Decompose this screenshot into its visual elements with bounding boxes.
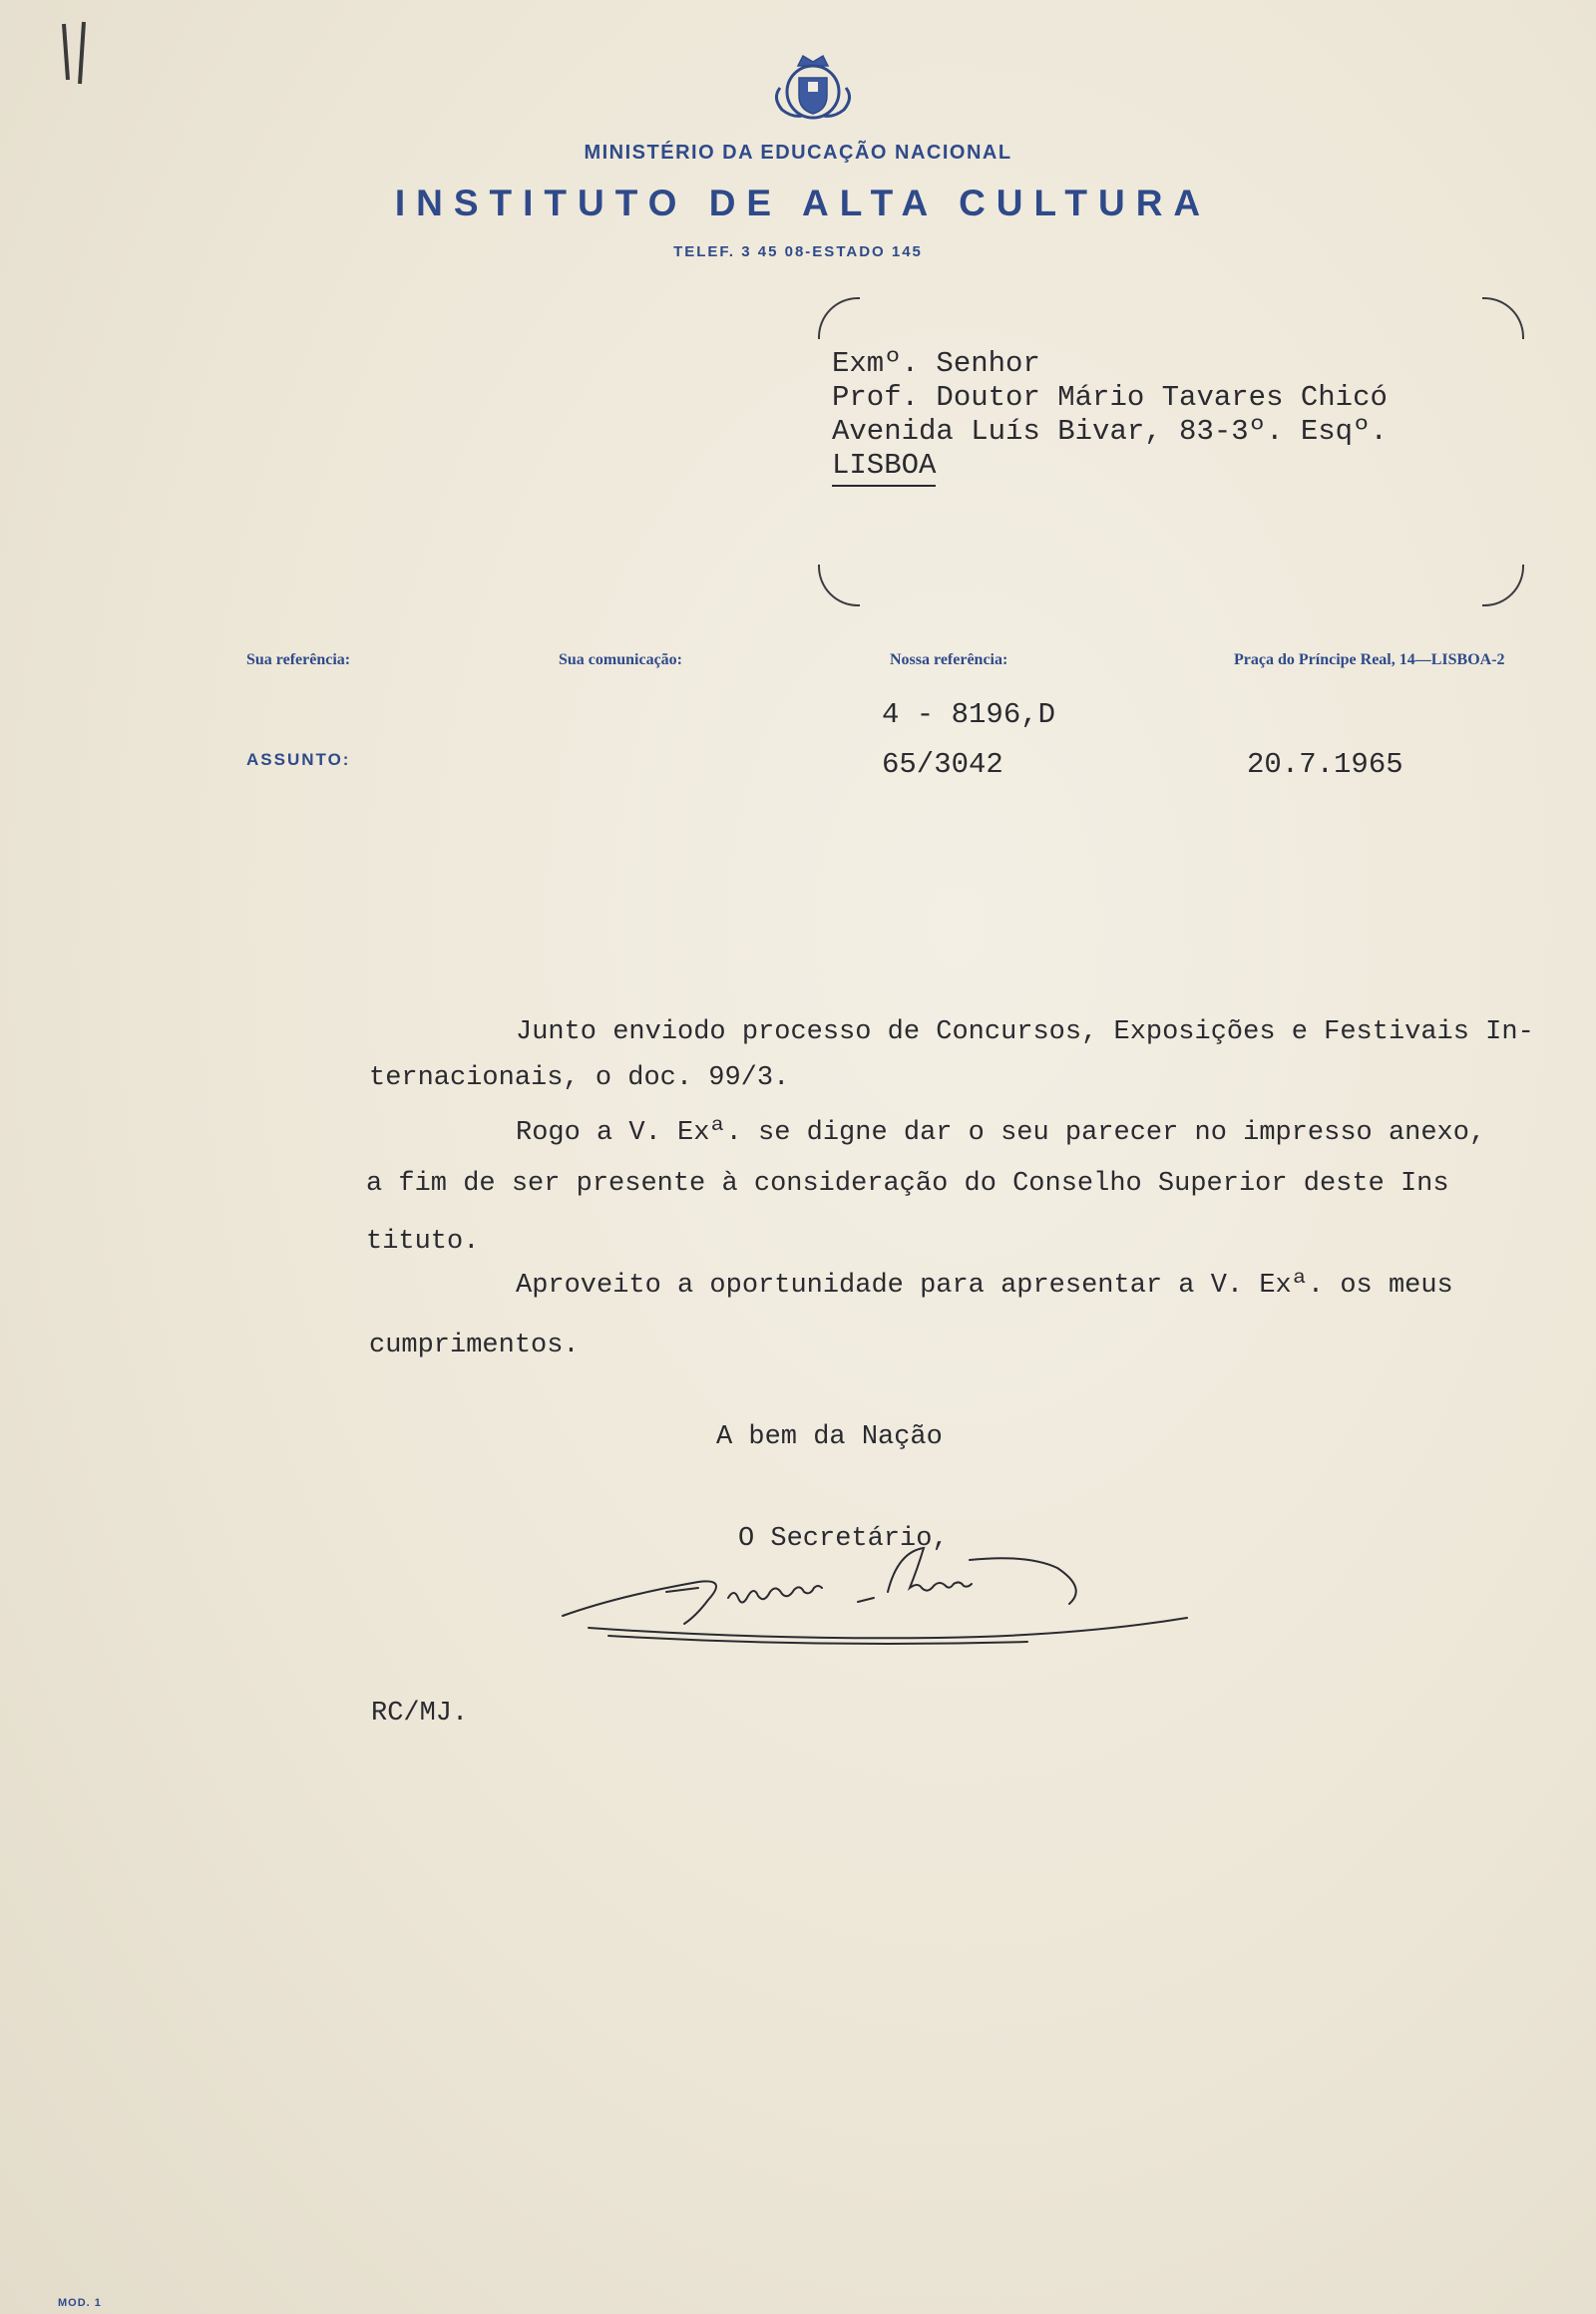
label-assunto: ASSUNTO: <box>246 750 351 769</box>
body-line-1: Junto enviodo processo de Concursos, Exposições e Festivais In- <box>516 1017 1534 1047</box>
our-reference-line-1: 4 - 8196,D <box>882 698 1056 731</box>
recipient-city: LISBOA <box>832 449 936 487</box>
body-line-6: Aproveito a oportunidade para apresentar a V. Exª. os meus <box>516 1271 1453 1301</box>
coat-of-arms-icon <box>768 48 858 128</box>
recipient-street: Avenida Luís Bivar, 83-3º. Esqº. <box>832 415 1388 448</box>
label-sua-referencia: Sua referência: <box>246 651 351 668</box>
phone-line: TELEF. 3 45 08-ESTADO 145 <box>673 243 923 260</box>
body-line-2: ternacionais, o doc. 99/3. <box>369 1063 790 1093</box>
ink-mark-icon <box>50 20 110 90</box>
signatory-title: O Secretário, <box>738 1524 949 1554</box>
label-sua-comunicacao: Sua comunicação: <box>559 651 682 668</box>
body-line-3: Rogo a V. Exª. se digne dar o seu parecer no impresso anexo, <box>516 1118 1486 1148</box>
address-bracket-bottom-right <box>1482 565 1524 606</box>
letter-date: 20.7.1965 <box>1247 748 1403 781</box>
address-bracket-top-right <box>1482 297 1524 339</box>
body-line-5: tituto. <box>366 1227 480 1257</box>
ministry-name: MINISTÉRIO DA EDUCAÇÃO NACIONAL <box>584 142 1012 164</box>
form-code: MOD. 1 <box>58 2297 102 2309</box>
label-nossa-referencia: Nossa referência: <box>890 651 1008 668</box>
our-reference-line-2: 65/3042 <box>882 748 1003 781</box>
handwritten-signature <box>559 1544 1237 1674</box>
institute-name: INSTITUTO DE ALTA CULTURA <box>394 183 1212 223</box>
recipient-salutation: Exmº. Senhor <box>832 347 1040 380</box>
address-bracket-bottom-left <box>818 565 860 606</box>
body-line-7: cumprimentos. <box>369 1331 580 1360</box>
label-address: Praça do Príncipe Real, 14—LISBOA-2 <box>1234 651 1505 668</box>
recipient-name: Prof. Doutor Mário Tavares Chicó <box>832 381 1388 414</box>
closing-salutation: A bem da Nação <box>716 1422 943 1452</box>
body-line-4: a fim de ser presente à consideração do Conselho Superior deste Ins <box>366 1169 1449 1199</box>
address-bracket-top-left <box>818 297 860 339</box>
typist-initials: RC/MJ. <box>371 1699 469 1729</box>
